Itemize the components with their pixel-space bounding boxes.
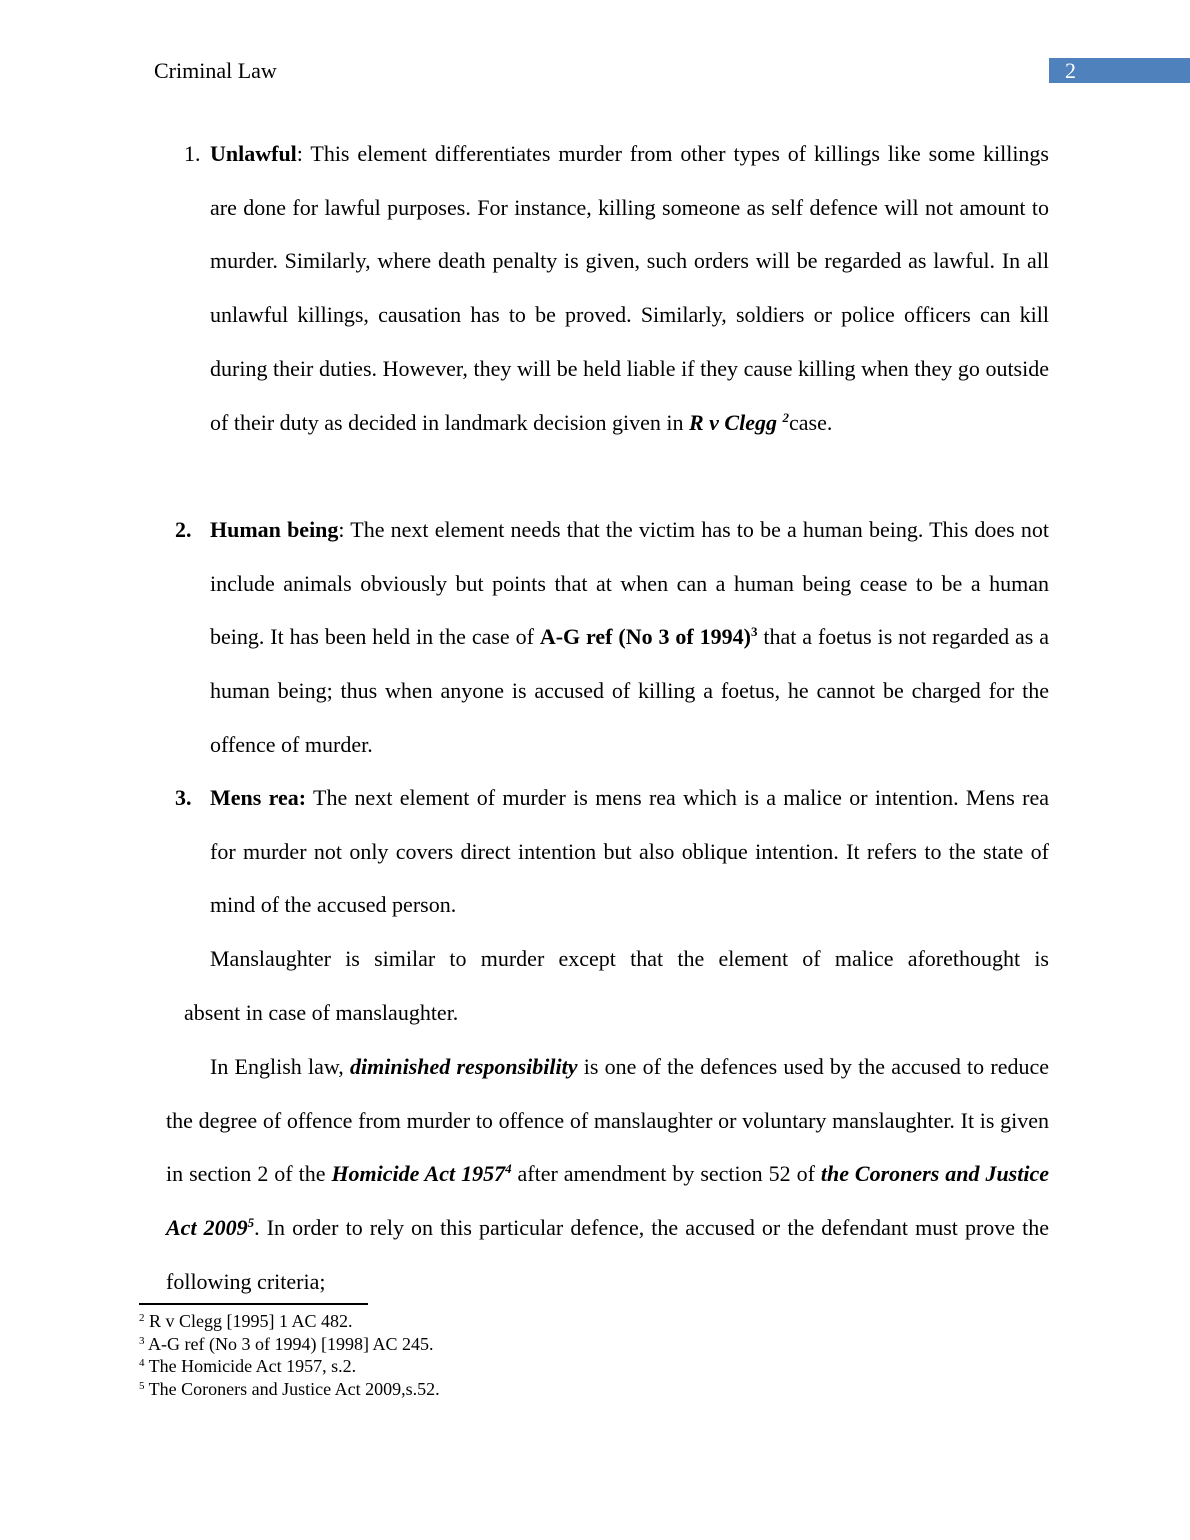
footnote-3: $^3$ A-G ref (No 3 of 1994) [1998] AC 245. (139, 1333, 434, 1354)
list-number-3: 3. (175, 785, 192, 810)
footnote-4: $^4$ The Homicide Act 1957, s.2. (139, 1356, 357, 1376)
term-human-being: Human being (210, 517, 339, 542)
homicide-act-1957: Homicide Act 1957 (331, 1161, 506, 1187)
item-1-tail: case. (788, 409, 833, 435)
item-2-tail: that a foetus is not regarded as a human being; thus when anyone is accused of killing a foetus, he cannot be charged for the offence of murder. (210, 624, 1050, 757)
footnote-ref-4[interactable]: 4 (505, 1161, 512, 1177)
footnote-separator (139, 1303, 368, 1305)
dr-text-1: In English law, (210, 1054, 351, 1079)
footnote-ref-5[interactable]: 5 (247, 1215, 255, 1231)
footnote-ref-3[interactable]: 3 (750, 624, 758, 640)
case-r-v-clegg: R v Clegg (688, 409, 783, 435)
footnote-ref-2[interactable]: 2 (782, 409, 789, 425)
list-number-1: 1. (184, 141, 201, 166)
dr-text-3: after amendment by section 52 of (511, 1161, 821, 1187)
case-ag-ref: A-G ref (No 3 of 1994) (539, 624, 751, 650)
term-mens-rea: Mens rea: (210, 785, 307, 810)
list-item-human-being (210, 503, 1049, 772)
item-3-text: The next element of murder is mens rea which is a malice or intention. Mens rea for murder not only covers direct intention but also oblique intention. It refers to the state of mind of the accused person. (210, 785, 1049, 918)
term-diminished-responsibility: diminished responsibility (350, 1054, 578, 1079)
footnote-5: $^5$ The Coroners and Justice Act 2009,s.52. (139, 1378, 440, 1399)
list-item-unlawful (210, 127, 1049, 449)
manslaughter-line-1: Manslaughter is similar to murder except that the element of malice aforethought is (210, 946, 1049, 971)
diminished-responsibility-paragraph (166, 1040, 1049, 1309)
footnotes (139, 1310, 440, 1400)
page-number-badge: 2 (1049, 58, 1190, 83)
dr-text-2: is one of the defences used by the accused to reduce the degree of offence from murder to offence of manslaughter or voluntary manslaughter. It is given in section 2 of the (166, 1054, 1049, 1187)
footnote-2: $^2$ R v Clegg [1995] 1 AC 482. (139, 1311, 353, 1331)
running-header-title: Criminal Law (154, 58, 277, 83)
coroners-justice-act-2009: the Coroners and Justice Act 2009 (166, 1161, 1049, 1241)
dr-text-4: . In order to rely on this particular defence, the accused or the defendant must prove the following criteria; (166, 1215, 1049, 1294)
term-unlawful: Unlawful (210, 141, 297, 166)
list-item-mens-rea (210, 771, 1049, 932)
item-2-text: : The next element needs that the victim has to be a human being. This does not include animals obviously but points that at when can a human being cease to be a human being. It has been held in the case of (210, 517, 1049, 650)
manslaughter-line-2: absent in case of manslaughter. (184, 1000, 459, 1025)
list-number-2: 2. (175, 517, 192, 542)
item-1-text: : This element differentiates murder from other types of killings like some killings are done for lawful purposes. For instance, killing someone as self defence will not amount to murder. Similarly, where death penalty is given, such orders will be regarded as lawful. In all unlawful killings, causation has to be proved. Similarly, soldiers or police officers can kill during their duties. However, they will be held liable if they cause killing when they go outside of their duty as decided in landmark decision given in (210, 141, 1049, 435)
